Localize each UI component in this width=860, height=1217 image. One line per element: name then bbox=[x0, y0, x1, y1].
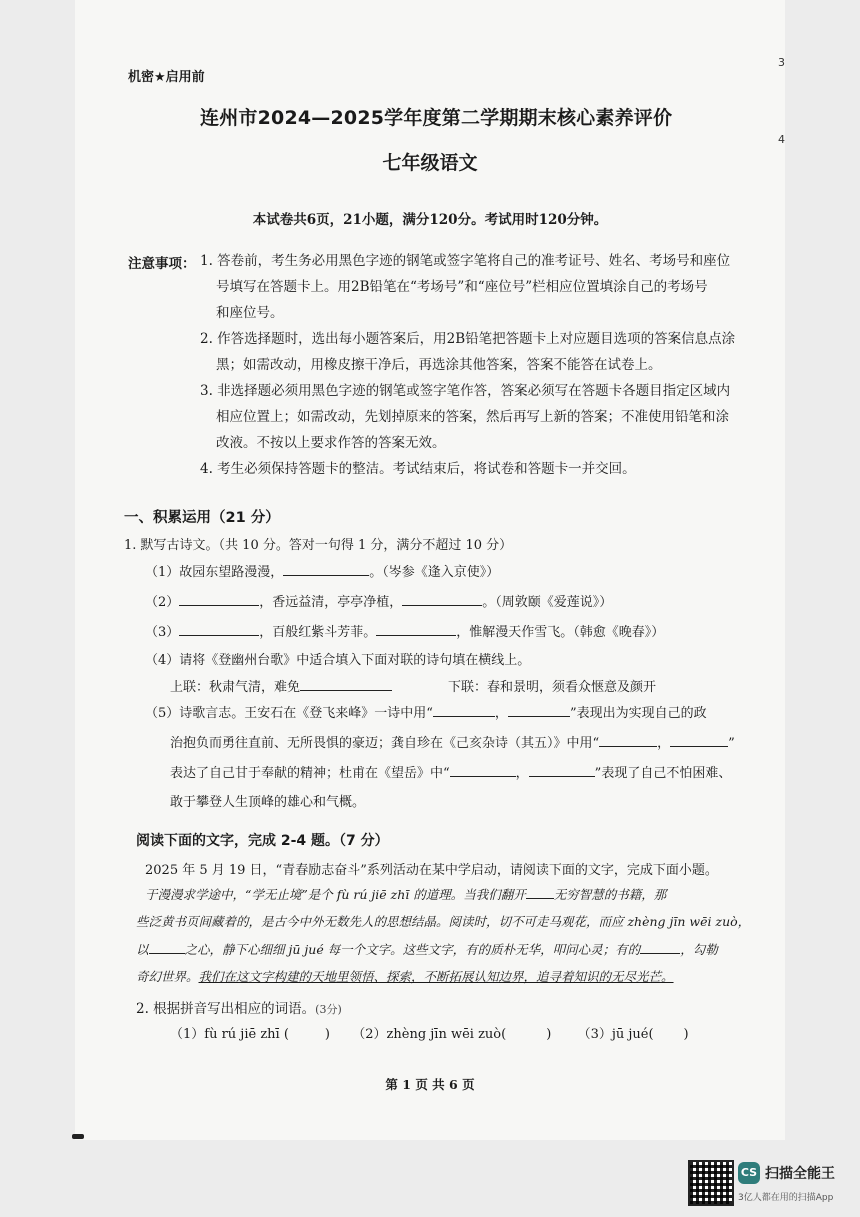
passage-line bbox=[136, 940, 718, 958]
text: （1）故园东望路漫漫， bbox=[145, 565, 284, 580]
qr-code-icon bbox=[688, 1160, 734, 1206]
note-line: 1. 答卷前，考生务必用黑色字迹的钢笔或签字笔将自己的准考证号、姓名、考场号和座位 bbox=[200, 253, 731, 269]
scan-mark bbox=[72, 1134, 84, 1139]
text: （1）fù rú jiē zhī ( bbox=[170, 1027, 289, 1042]
text: ，百般红紫斗芳菲。 bbox=[259, 625, 377, 640]
exam-title: 连州市2024—2025学年度第二学期期末核心素养评价 bbox=[200, 107, 673, 129]
text: 奇幻世界。 bbox=[136, 969, 199, 984]
edge-mark: 3 bbox=[778, 56, 785, 69]
text: （2） bbox=[145, 595, 180, 610]
passage-line bbox=[145, 885, 666, 903]
text: ”表现了自己不怕困难、 bbox=[594, 766, 732, 781]
answer-blank bbox=[450, 764, 516, 777]
text: 上联：秋肃气清，难免 bbox=[170, 680, 301, 695]
reading-intro: 2025 年 5 月 19 日，“青春励志奋斗”系列活动在某中学启动，请阅读下面的文字，完成下面小题。 bbox=[145, 863, 718, 878]
text: ) bbox=[683, 1027, 689, 1042]
answer-blank bbox=[283, 563, 369, 576]
text: （2）zhèng jīn wēi zuò( bbox=[352, 1027, 507, 1042]
answer-blank bbox=[433, 704, 495, 717]
text: （3）jū jué( bbox=[577, 1027, 654, 1042]
edge-mark: 4 bbox=[778, 133, 785, 146]
note-line: 改液。不按以上要求作答的答案无效。 bbox=[216, 435, 446, 451]
note-line: 号填写在答题卡上。用2B铅笔在“考场号”和“座位号”栏相应位置填涂自己的考场号 bbox=[216, 279, 708, 295]
text: ，香远益清，亭亭净植， bbox=[259, 595, 403, 610]
answer-blank bbox=[508, 704, 570, 717]
text: 。（岑参《逢入京使》） bbox=[369, 565, 500, 580]
note-line: 3. 非选择题必须用黑色字迹的钢笔或签字笔作答，答案必须写在答题卡各题目指定区域内 bbox=[200, 383, 731, 399]
answer-blank bbox=[149, 941, 185, 954]
text: ) bbox=[324, 1027, 330, 1042]
underlined-sentence: 我们在这文字构建的天地里领悟、探索，不断拓展认知边界，追寻着知识的无尽光芒。 bbox=[198, 969, 674, 984]
text: ， bbox=[494, 706, 508, 721]
answer-blank bbox=[526, 886, 554, 899]
camscanner-logo-icon: CS bbox=[738, 1162, 760, 1184]
text: （3） bbox=[145, 625, 180, 640]
q1-part5-line1 bbox=[145, 702, 707, 721]
q1-part3 bbox=[145, 621, 664, 640]
note-line: 4. 考生必须保持答题卡的整洁。考试结束后，将试卷和答题卡一并交回。 bbox=[200, 461, 636, 477]
score: (3分) bbox=[315, 1003, 342, 1016]
exam-meta: 本试卷共6页，21小题，满分120分。考试用时120分钟。 bbox=[252, 212, 608, 228]
text: （5）诗歌言志。王安石在《登飞来峰》一诗中用“ bbox=[145, 706, 433, 721]
q1-part4: （4）请将《登幽州台歌》中适合填入下面对联的诗句填在横线上。 bbox=[145, 653, 531, 668]
answer-blank bbox=[300, 678, 392, 691]
text: ， bbox=[515, 766, 529, 781]
q1-stem: 1. 默写古诗文。（共 10 分。答对一句得 1 分，满分不超过 10 分） bbox=[124, 538, 513, 553]
answer-blank bbox=[179, 623, 259, 636]
q2-answers bbox=[170, 1023, 689, 1042]
text: 表达了自己甘于奉献的精神；杜甫在《望岳》中“ bbox=[170, 766, 450, 781]
text: 2. 根据拼音写出相应的词语。 bbox=[136, 1001, 316, 1017]
q1-part5-line2 bbox=[170, 732, 735, 751]
text: 。（周敦颐《爱莲说》） bbox=[482, 595, 613, 610]
page-footer: 第 1 页 共 6 页 bbox=[385, 1077, 475, 1092]
text: ”表现出为实现自己的政 bbox=[569, 706, 707, 721]
notes-label: 注意事项： bbox=[128, 256, 196, 272]
q1-part5-line3 bbox=[170, 762, 731, 781]
text: ，惟解漫天作雪飞。（韩愈《晚春》） bbox=[456, 625, 665, 640]
answer-blank bbox=[670, 734, 728, 747]
note-line: 2. 作答选择题时，选出每小题答案后，用2B铅笔把答题卡上对应题目选项的答案信息点涂 bbox=[200, 331, 736, 347]
passage-line bbox=[136, 967, 674, 985]
text: ， bbox=[657, 736, 671, 751]
text: 治抱负而勇往直前、无所畏惧的豪迈；龚自珍在《己亥杂诗（其五）》中用“ bbox=[170, 736, 600, 751]
reading-heading: 阅读下面的文字，完成 2-4 题。（7 分） bbox=[136, 833, 389, 849]
note-line: 相应位置上；如需改动，先划掉原来的答案，然后再写上新的答案；不准使用铅笔和涂 bbox=[216, 409, 729, 425]
q1-part1 bbox=[145, 561, 499, 580]
text: 于漫漫求学途中，“学无止境”是个 fù rú jiē zhī 的道理。当我们翻开 bbox=[145, 887, 526, 902]
couplet-lower: 下联：春和景明，须看众惬意及颜开 bbox=[448, 680, 657, 695]
exam-subtitle: 七年级语文 bbox=[382, 152, 478, 174]
text: 以 bbox=[136, 942, 149, 957]
couplet-upper bbox=[170, 676, 392, 695]
section-title: 一、积累运用（21 分） bbox=[124, 510, 280, 526]
q2-stem bbox=[136, 997, 342, 1017]
answer-blank bbox=[179, 593, 259, 606]
answer-blank bbox=[402, 593, 482, 606]
secret-mark: 机密★启用前 bbox=[128, 70, 205, 85]
passage-line: 些泛黄书页间藏着的，是古今中外无数先人的思想结晶。阅读时，切不可走马观花，而应 zhèng jīn wēi zuò， bbox=[136, 914, 751, 929]
watermark-name: 扫描全能王 bbox=[765, 1166, 835, 1182]
text: ，勾勒 bbox=[680, 942, 718, 957]
text: ) bbox=[546, 1027, 552, 1042]
answer-blank bbox=[529, 764, 595, 777]
text: ” bbox=[728, 736, 735, 751]
answer-blank bbox=[599, 734, 657, 747]
q1-part2 bbox=[145, 591, 612, 610]
answer-blank bbox=[376, 623, 456, 636]
answer-blank bbox=[640, 941, 680, 954]
note-line: 黑；如需改动，用橡皮擦干净后，再选涂其他答案，答案不能答在试卷上。 bbox=[216, 357, 662, 373]
watermark-tagline: 3亿人都在用的扫描App bbox=[738, 1193, 834, 1203]
text: 之心，静下心细细 jū jué 每一个文字。这些文字，有的质朴无华，叩问心灵；有的 bbox=[184, 942, 641, 957]
q1-part5-line4: 敢于攀登人生顶峰的雄心和气概。 bbox=[170, 795, 366, 810]
text: 无穷智慧的书籍，那 bbox=[553, 887, 667, 902]
note-line: 和座位号。 bbox=[216, 305, 284, 321]
